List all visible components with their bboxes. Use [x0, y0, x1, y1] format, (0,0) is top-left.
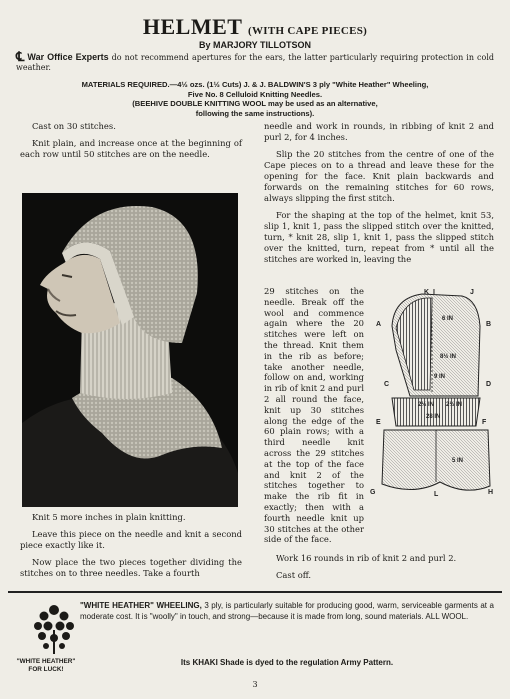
instruction-paragraph: Slip the 20 stitches from the centre of one of the Cape pieces on to a thread and leave these for the opening for the face. Knit plain backwards and forwards on the remaining stitches for 60 rows, always slipping the first stitch. [264, 149, 494, 203]
diagram-measure: 28 IN [426, 414, 441, 420]
materials-line: following the same instructions). [195, 108, 315, 118]
diagram-label: E [376, 419, 381, 426]
instruction-paragraph: needle and work in rounds, in ribbing of knit 2 and purl 2, for 4 inches. [264, 121, 494, 142]
instruction-paragraph: Cast on 30 stitches. [32, 121, 116, 131]
left-column-bottom [20, 512, 242, 585]
wheeling-advert [80, 600, 494, 622]
logo-caption-line: FOR LUCK! [28, 666, 64, 673]
paragraph-mark-icon: ℄ [16, 50, 25, 65]
pattern-diagram-svg [370, 286, 496, 500]
instruction-paragraph: Work 16 rounds in rib of knit 2 and purl 2. [276, 553, 457, 563]
instruction-paragraph: Cast off. [276, 570, 312, 580]
diagram-label: L [434, 491, 439, 498]
diagram-measure: 9 IN [434, 374, 446, 380]
diagram-label: B [486, 321, 492, 328]
page-title [0, 14, 510, 40]
byline: By MARJORY TILLOTSON [198, 40, 311, 50]
diagram-label: I [433, 289, 435, 296]
materials-line: MATERIALS REQUIRED.—4½ ozs. (1½ Cuts) J. & J. BALDWIN'S 3 ply "White Heather" Wheeling, [81, 80, 429, 89]
materials-block [20, 80, 490, 118]
diagram-label: J [470, 289, 474, 296]
note-text: do not recommend apertures for the ears, the latter particularly requiring protection in cold weather. [16, 53, 494, 72]
instruction-paragraph: For the shaping at the top of the helmet, knit 53, slip 1, knit 1, pass the slipped stitch over the knitted, turn, * knit 28, slip 1, knit 1, pass the slipped stitch over the knitted, turn, repeat from * until all the stitches are worked in, leaving the [264, 210, 494, 264]
helmet-pattern-diagram [370, 286, 496, 500]
materials-line: (BEEHIVE DOUBLE KNITTING WOOL may be used as an alternative, [132, 99, 378, 108]
diagram-measure: 6 IN [442, 316, 454, 322]
advert-brand: "WHITE HEATHER" WHEELING, [80, 601, 202, 610]
diagram-measure: 8½ IN [440, 354, 457, 360]
logo-caption [14, 658, 78, 674]
diagram-measure: 2½ IN [446, 402, 463, 408]
note-lead: War Office Experts [27, 52, 109, 62]
khaki-note: Its KHAKI Shade is dyed to the regulation Army Pattern. [180, 658, 394, 667]
right-column-bottom [264, 553, 494, 587]
diagram-label: F [482, 419, 487, 426]
diagram-label: C [384, 381, 390, 388]
materials-line: Five No. 8 Celluloid Knitting Needles. [187, 89, 323, 99]
title-subtitle: (WITH CAPE PIECES) [248, 25, 368, 37]
page-number: 3 [252, 680, 258, 689]
left-column-top [20, 121, 242, 166]
diagram-label: H [488, 489, 494, 496]
instruction-paragraph: Knit 5 more inches in plain knitting. [32, 512, 186, 522]
title-main: HELMET [142, 14, 243, 39]
footer-divider [8, 591, 502, 593]
instruction-paragraph: Leave this piece on the needle and knit a second piece exactly like it. [20, 529, 242, 550]
instruction-paragraph: Now place the two pieces together dividing the stitches on to three needles. Take a fourth [20, 557, 242, 578]
war-office-note [16, 52, 494, 73]
heather-sprig-icon [30, 600, 78, 656]
diagram-label: G [370, 489, 376, 496]
right-column-top [264, 121, 494, 271]
diagram-measure: 5 IN [452, 458, 464, 464]
instruction-paragraph: Knit plain, and increase once at the beginning of each row until 50 stitches are on the needle. [20, 138, 242, 159]
diagram-label: A [376, 321, 382, 328]
helmet-photo-image [22, 193, 238, 507]
white-heather-logo [30, 600, 78, 656]
diagram-label: D [486, 381, 492, 388]
right-column-wrap: 29 stitches on the needle. Break off the wool and commence again where the 20 stitches were left on the thread. Knit them in the rib as before; take another needle, follow on and, working in rib of knit 2 and purl 2 all round the face, knit up 30 stitches along the edge of the 60 plain rows; with a third needle knit across the 29 stitches at the top of the face and knit 2 of the stitches together to make the rib fit in exactly; then with a fourth needle knit up 30 stitches at the other side of the face. [264, 286, 364, 545]
diagram-measure: 2½ IN [418, 402, 435, 408]
diagram-label: K [424, 289, 430, 296]
helmet-photo [22, 193, 238, 507]
advert-body: 3 ply, is particularly suitable for producing good, warm, serviceable garments at a moderate cost. It is "woolly" in touch, and strong—because it is made from long, sound materials. ALL WOOL. [80, 601, 494, 621]
logo-caption-line: "WHITE HEATHER" [16, 658, 76, 665]
